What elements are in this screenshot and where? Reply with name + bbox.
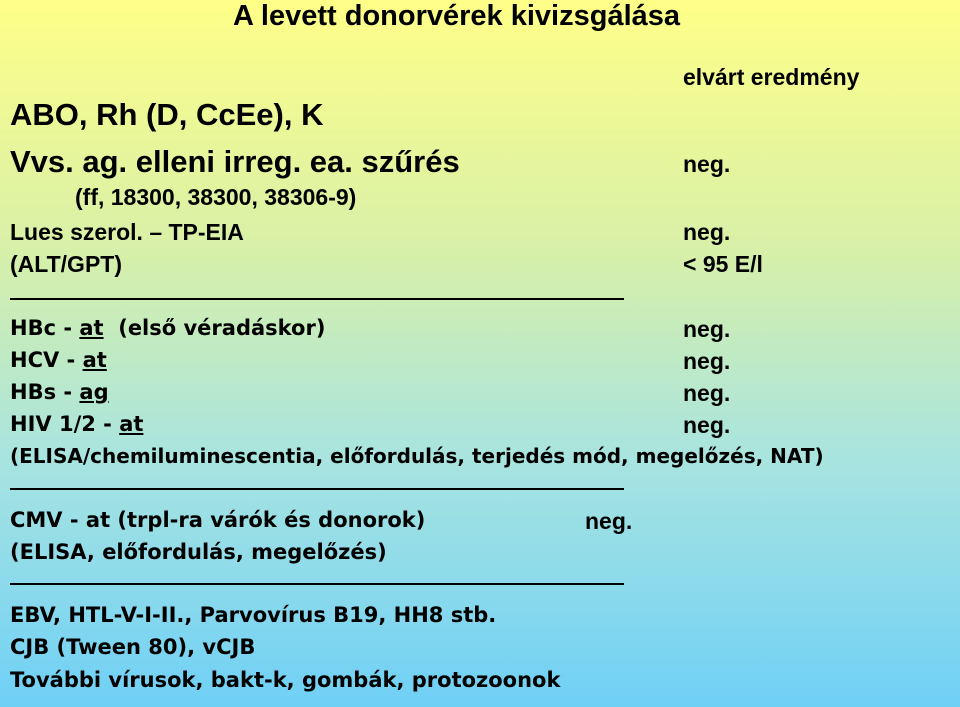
hbc-line <box>10 316 325 340</box>
hbc-result: neg. <box>683 316 731 342</box>
hbs-line <box>10 380 109 404</box>
cmv-result: neg. <box>585 508 633 534</box>
abo-line: ABO, Rh (D, CcEe), K <box>10 97 324 132</box>
hcv-result: neg. <box>683 348 731 374</box>
lues-line: Lues szerol. – TP-EIA <box>10 219 244 245</box>
hcv-at: at <box>82 348 107 372</box>
hbs-result: neg. <box>683 380 731 406</box>
hbc-note: (első véradáskor) <box>118 316 326 340</box>
hbc-at: at <box>79 316 104 340</box>
ff-codes-line: (ff, 18300, 38300, 38306-9) <box>75 184 357 210</box>
hiv-line <box>10 412 143 436</box>
ebv-line: EBV, HTL-V-I-II., Parvovírus B19, HH8 stb. <box>10 603 497 627</box>
alt-result: < 95 E/l <box>683 251 763 277</box>
hbc-prefix: HBc - <box>10 316 80 340</box>
divider-3 <box>10 583 624 585</box>
alt-line: (ALT/GPT) <box>10 251 122 277</box>
elisa-note: (ELISA/chemiluminescentia, előfordulás, terjedés mód, megelőzés, NAT) <box>10 444 824 468</box>
expected-result-header: elvárt eredmény <box>683 64 860 90</box>
divider-1 <box>10 298 624 300</box>
hcv-prefix: HCV - <box>10 348 83 372</box>
hbs-prefix: HBs - <box>10 380 80 404</box>
hiv-result: neg. <box>683 412 731 438</box>
hbs-ag: ag <box>79 380 109 404</box>
antibody-screen-result: neg. <box>683 151 731 177</box>
cmv-line: CMV - at (trpl-ra várók és donorok) <box>10 508 426 532</box>
cjb-line: CJB (Tween 80), vCJB <box>10 635 256 659</box>
hiv-at: at <box>119 412 144 436</box>
lues-result: neg. <box>683 219 731 245</box>
antibody-screen-line: Vvs. ag. elleni irreg. ea. szűrés <box>10 144 460 179</box>
cmv-note: (ELISA, előfordulás, megelőzés) <box>10 540 387 564</box>
page-title: A levett donorvérek kivizsgálása <box>233 0 681 32</box>
hiv-prefix: HIV 1/2 - <box>10 412 120 436</box>
other-pathogens-line: További vírusok, bakt-k, gombák, protozoonok <box>10 668 561 692</box>
hcv-line <box>10 348 107 372</box>
divider-2 <box>10 488 624 490</box>
